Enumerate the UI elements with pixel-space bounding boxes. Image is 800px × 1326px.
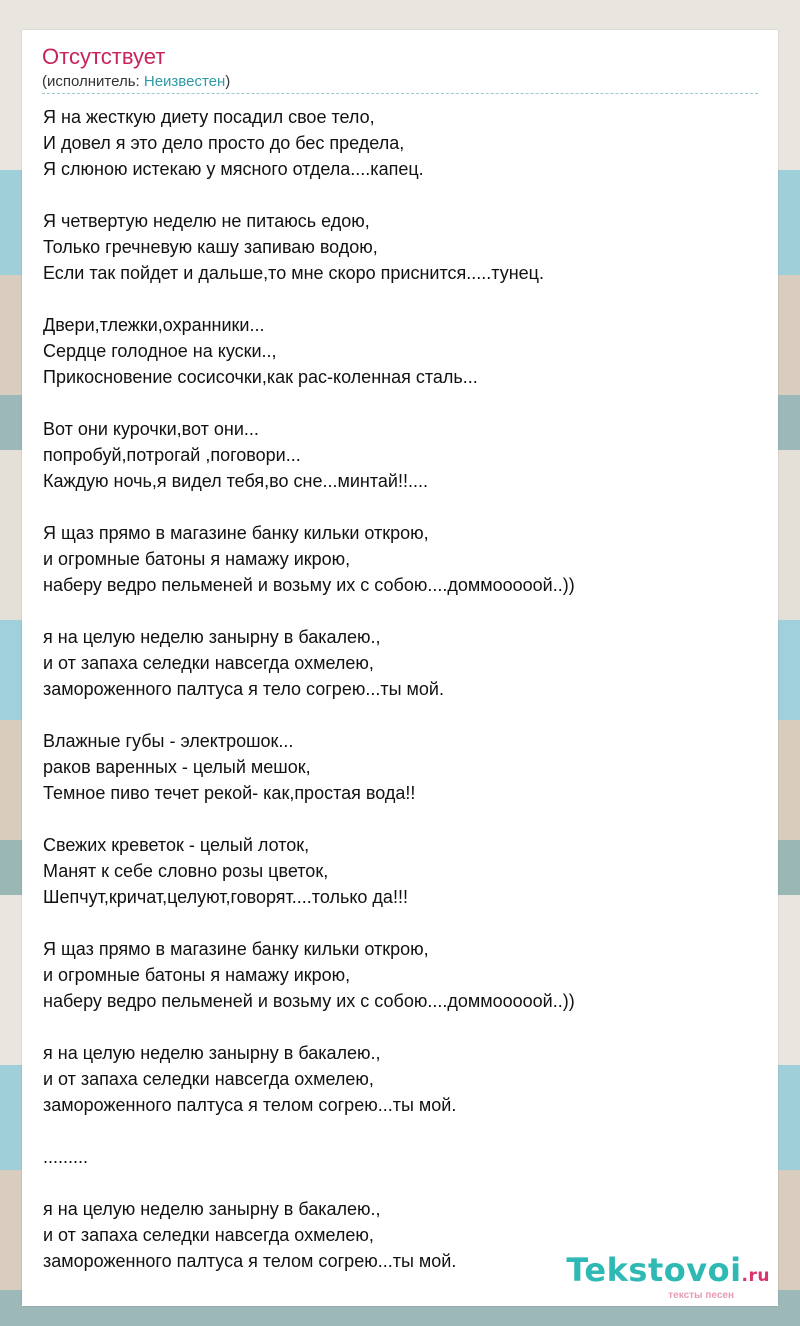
lyrics-blank-line (43, 390, 759, 416)
lyrics-blank-line (43, 286, 759, 312)
logo-wordmark (566, 1253, 770, 1293)
lyrics-line: ......... (43, 1147, 89, 1167)
song-title: Отсутствует (42, 44, 166, 69)
lyrics-line: и от запаха селедки навсегда охмелею, (43, 653, 374, 673)
lyrics-line: замороженного палтуса я тело согрею...ты мой. (43, 679, 444, 699)
lyrics-card (22, 30, 778, 1306)
lyrics-line: и от запаха селедки навсегда охмелею, (43, 1069, 374, 1089)
lyrics-blank-line (43, 1170, 759, 1196)
lyrics-line: Я щаз прямо в магазине банку кильки открою, (43, 939, 429, 959)
lyrics-line: Если так пойдет и дальше,то мне скоро приснится.....тунец. (43, 263, 544, 283)
artist-prefix: (исполнитель: (42, 73, 144, 90)
artist-line (42, 73, 230, 91)
lyrics-line: Шепчут,кричат,целуют,говорят....только да!!! (43, 887, 408, 907)
logo-tld: .ru (741, 1266, 770, 1286)
lyrics-blank-line (43, 1118, 759, 1144)
lyrics-line: замороженного палтуса я телом согрею...ты мой. (43, 1095, 457, 1115)
lyrics-line: Только гречневую кашу запиваю водою, (43, 237, 378, 257)
lyrics-blank-line (43, 702, 759, 728)
lyrics-line: замороженного палтуса я телом согрею...ты мой. (43, 1251, 457, 1271)
lyrics-line: Я на жесткую диету посадил свое тело, (43, 107, 375, 127)
lyrics-line: Прикосновение сосисочки,как рас-коленная сталь... (43, 367, 478, 387)
lyrics-line: Я четвертую неделю не питаюсь едою, (43, 211, 370, 231)
artist-suffix: ) (225, 73, 231, 90)
lyrics-blank-line (43, 806, 759, 832)
lyrics-line: наберу ведро пельменей и возьму их с собою....доммооооой..)) (43, 991, 575, 1011)
lyrics-line: Свежих креветок - целый лоток, (43, 835, 310, 855)
lyrics-line: Каждую ночь,я видел тебя,во сне...минтай!!.... (43, 471, 428, 491)
lyrics-line: Манят к себе словно розы цветок, (43, 861, 329, 881)
lyrics-line: Я слюною истекаю у мясного отдела....капец. (43, 159, 424, 179)
lyrics-line: и от запаха селедки навсегда охмелею, (43, 1225, 374, 1245)
lyrics-blank-line (43, 910, 759, 936)
lyrics-line: я на целую неделю занырну в бакалею., (43, 1043, 381, 1063)
lyrics-line: Влажные губы - электрошок... (43, 731, 294, 751)
lyrics-text (43, 104, 759, 1274)
lyrics-blank-line (43, 494, 759, 520)
lyrics-line: раков варенных - целый мешок, (43, 757, 311, 777)
lyrics-line: Двери,тлежки,охранники... (43, 315, 265, 335)
lyrics-line: Темное пиво течет рекой- как,простая вода!! (43, 783, 416, 803)
logo-tagline: тексты песен (668, 1290, 734, 1301)
lyrics-line: и огромные батоны я намажу икрою, (43, 965, 351, 985)
lyrics-line: Я щаз прямо в магазине банку кильки открою, (43, 523, 429, 543)
lyrics-line: Сердце голодное на куски.., (43, 341, 277, 361)
lyrics-line: Вот они курочки,вот они... (43, 419, 259, 439)
title-divider (42, 93, 758, 94)
artist-link[interactable]: Неизвестен (143, 73, 226, 90)
site-logo[interactable] (566, 1253, 770, 1302)
lyrics-line: я на целую неделю занырну в бакалею., (43, 627, 381, 647)
lyrics-line: и огромные батоны я намажу икрою, (43, 549, 351, 569)
logo-name: Tekstovoi (566, 1251, 742, 1289)
lyrics-blank-line (43, 182, 759, 208)
lyrics-line: наберу ведро пельменей и возьму их с собою....доммооооой..)) (43, 575, 575, 595)
lyrics-blank-line (43, 1014, 759, 1040)
lyrics-line: попробуй,потрогай ,поговори... (43, 445, 301, 465)
lyrics-line: И довел я это дело просто до бес предела, (43, 133, 405, 153)
lyrics-line: я на целую неделю занырну в бакалею., (43, 1199, 381, 1219)
lyrics-blank-line (43, 598, 759, 624)
